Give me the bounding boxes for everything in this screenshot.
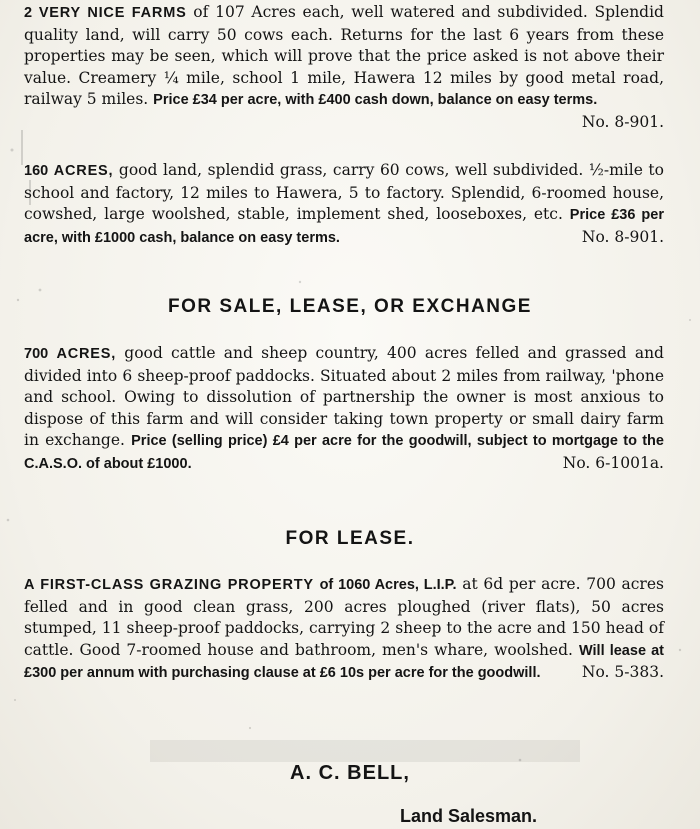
listing-number: 2 (24, 5, 33, 21)
listing-lead: VERY NICE FARMS (38, 5, 187, 21)
listing-grazing-property (24, 574, 664, 685)
listing-body: at 6d per acre. 700 acres felled and in good clean grass, 200 acres ploughed (river flats), 50 acres stumped, 11 sheep-proof paddocks, carrying 2 sheep to the acre and 150 head of cattle. Good 7-roomed house and bathroom, men's whare, woolshed. (24, 575, 664, 659)
listing-terms: Price (selling price) £4 per acre for the goodwill, subject to mortgage to the C.A.S.O. of about £1000. (24, 433, 664, 472)
listing-700-acres (24, 343, 664, 475)
listing-body: good cattle and sheep country, 400 acres felled and grassed and divided into 6 sheep-proof paddocks. Situated about 2 miles from railway, 'phone and school. Owing to dissolution of partnership the owner is most anxious to dispose of this farm and will consider taking town property or small dairy farm in exchange. (24, 344, 664, 449)
listing-body: good land, splendid grass, carry 60 cows, well subdivided. ½-mile to school and factory, 12 miles to Hawera, 5 to factory. Splendid, 6-roomed house, cowshed, large woolshed, stable, implement shed, looseboxes, etc. (24, 161, 664, 223)
listing-very-nice-farms (24, 2, 664, 133)
listing-number: 160 (24, 163, 49, 179)
listing-ref: No. 8-901. (581, 227, 664, 246)
listing-lead: ACRES, (56, 346, 117, 362)
signature-title: Land Salesman. (400, 806, 538, 826)
listing-lead: FIRST-CLASS GRAZING PROPERTY (40, 577, 314, 593)
signature-name: A. C. BELL, (290, 762, 410, 784)
listing-lead-tail: of 1060 Acres, L.I.P. (319, 577, 457, 593)
listing-body: of 107 Acres each, well watered and subdivided. Splendid quality land, will carry 50 cows each. Returns for the last 6 years from these properties may be seen, which will prove that the price asked is not above their value. Creamery ¼ mile, school 1 mile, Hawera 12 miles by good metal road, railway 5 miles. (24, 3, 664, 108)
listing-160-acres (24, 160, 664, 249)
listing-ref: No. 5-383. (581, 663, 664, 681)
heading-sale-lease-exchange: FOR SALE, LEASE, OR EXCHANGE (168, 296, 532, 317)
listing-ref: No. 8-901. (581, 112, 664, 131)
listing-terms: Will lease at £300 per annum with purchasing clause at £6 10s per acre for the goodwill. (24, 642, 664, 681)
listing-ref: No. 6-1001a. (562, 453, 664, 472)
listing-number: 700 (24, 346, 49, 362)
listing-lead: ACRES, (53, 163, 114, 179)
listing-terms: Price £34 per acre, with £400 cash down, balance on easy terms. (153, 92, 598, 108)
listing-terms: Price £36 per acre, with £1000 cash, balance on easy terms. (24, 207, 664, 246)
heading-for-lease: FOR LEASE. (285, 528, 415, 549)
listing-number: A (24, 577, 35, 593)
